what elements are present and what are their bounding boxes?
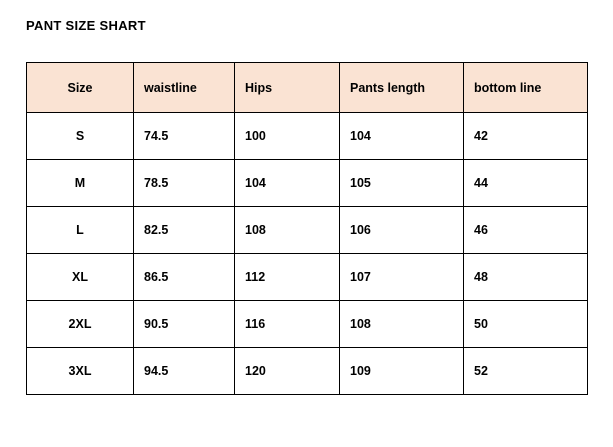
cell-pants-length: 105	[340, 160, 464, 207]
table-body	[27, 113, 588, 395]
cell-size: S	[27, 113, 134, 160]
cell-hips: 112	[235, 254, 340, 301]
cell-waistline: 78.5	[134, 160, 235, 207]
column-header-size: Size	[27, 63, 134, 113]
table-row	[27, 113, 588, 160]
cell-waistline: 82.5	[134, 207, 235, 254]
table-row	[27, 348, 588, 395]
size-chart-table	[26, 62, 588, 395]
page-title: PANT SIZE SHART	[26, 18, 146, 33]
size-chart-table-wrapper	[26, 62, 587, 395]
cell-pants-length: 108	[340, 301, 464, 348]
column-header-pants-length: Pants length	[340, 63, 464, 113]
cell-waistline: 90.5	[134, 301, 235, 348]
cell-bottom-line: 44	[464, 160, 588, 207]
cell-bottom-line: 42	[464, 113, 588, 160]
cell-waistline: 74.5	[134, 113, 235, 160]
cell-waistline: 94.5	[134, 348, 235, 395]
table-row	[27, 160, 588, 207]
cell-pants-length: 106	[340, 207, 464, 254]
cell-pants-length: 104	[340, 113, 464, 160]
table-row	[27, 207, 588, 254]
cell-size: 2XL	[27, 301, 134, 348]
cell-pants-length: 109	[340, 348, 464, 395]
cell-bottom-line: 46	[464, 207, 588, 254]
cell-size: 3XL	[27, 348, 134, 395]
table-row	[27, 254, 588, 301]
cell-hips: 116	[235, 301, 340, 348]
column-header-bottom-line: bottom line	[464, 63, 588, 113]
cell-hips: 108	[235, 207, 340, 254]
cell-bottom-line: 50	[464, 301, 588, 348]
cell-size: XL	[27, 254, 134, 301]
cell-hips: 100	[235, 113, 340, 160]
cell-size: L	[27, 207, 134, 254]
cell-size: M	[27, 160, 134, 207]
cell-pants-length: 107	[340, 254, 464, 301]
table-row	[27, 301, 588, 348]
cell-waistline: 86.5	[134, 254, 235, 301]
cell-hips: 120	[235, 348, 340, 395]
table-header	[27, 63, 588, 113]
column-header-hips: Hips	[235, 63, 340, 113]
cell-bottom-line: 48	[464, 254, 588, 301]
cell-bottom-line: 52	[464, 348, 588, 395]
column-header-waistline: waistline	[134, 63, 235, 113]
table-header-row	[27, 63, 588, 113]
cell-hips: 104	[235, 160, 340, 207]
